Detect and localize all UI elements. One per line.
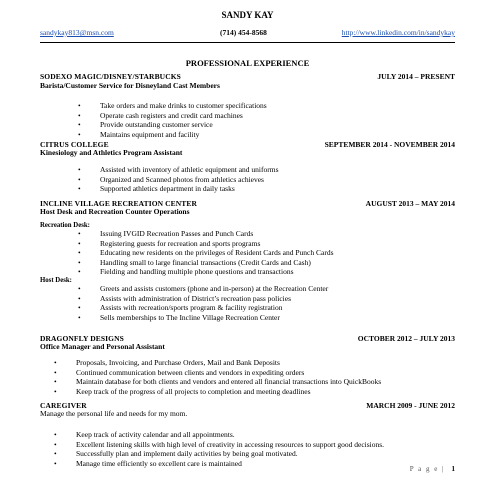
group-label: Host Desk: [40, 276, 72, 284]
list-item: • Operate cash registers and credit card machines [78, 110, 243, 120]
job-employer: CAREGIVER [40, 401, 87, 410]
bullet-icon: • [54, 449, 57, 459]
list-item: • Educating new residents on the privileges of Resident Cards and Punch Cards [78, 248, 334, 258]
list-item: • Sells memberships to The Incline Village Recreation Center [78, 312, 280, 322]
list-item: • Provide outstanding customer service [78, 120, 213, 130]
bullet-icon: • [78, 174, 81, 184]
bullet-icon: • [54, 386, 57, 396]
bullet-icon: • [78, 283, 81, 293]
list-item: • Organized and Scanned photos from athletics achieves [78, 174, 264, 184]
page-number: 1 [451, 465, 455, 473]
list-item: • Assists with recreation/sports program & facility registration [78, 303, 283, 313]
job-bullets [54, 358, 455, 396]
job-employer: INCLINE VILLAGE RECREATION CENTER [40, 199, 198, 208]
bullet-icon: • [54, 439, 57, 449]
list-item: • Fielding and handling multiple phone questions and transactions [78, 267, 294, 277]
job-role: Barista/Customer Service for Disneyland Cast Members [40, 81, 220, 90]
list-item: • Keep track of activity calendar and all appointments. [54, 430, 235, 439]
list-item: • Keep track of the progress of all projects to completion and meeting deadlines [54, 386, 311, 396]
job-dates: MARCH 2009 - JUNE 2012 [366, 401, 455, 410]
bullet-icon: • [78, 184, 81, 194]
phone-number: (714) 454-8568 [220, 28, 267, 37]
job-bullets [78, 229, 455, 277]
list-item: • Maintain database for both clients and vendors and entered all financial transactions into QuickBooks [54, 377, 382, 387]
list-item: • Issuing IVGID Recreation Passes and Punch Cards [78, 229, 254, 238]
bullet-icon: • [78, 257, 81, 267]
job-role: Host Desk and Recreation Counter Operations [40, 207, 190, 216]
bullet-icon: • [78, 303, 81, 313]
list-item: • Successfully plan and implement daily activities by being goal motivated. [54, 449, 298, 459]
linkedin-link[interactable]: http://www.linkedin.com/in/sandykay [341, 28, 455, 37]
job-bullets [54, 430, 455, 468]
bullet-icon: • [78, 101, 81, 110]
bullet-icon: • [54, 377, 57, 387]
bullet-icon: • [78, 120, 81, 130]
bullet-icon: • [78, 293, 81, 303]
email-link[interactable]: sandykay813@msn.com [40, 28, 114, 37]
job-entry [40, 199, 455, 322]
job-entry [40, 401, 455, 468]
bullet-icon: • [54, 367, 57, 377]
list-item: • Take orders and make drinks to customer specifications [78, 101, 267, 110]
job-dates: SEPTEMBER 2014 - NOVEMBER 2014 [324, 140, 455, 149]
header-divider [40, 42, 455, 43]
job-employer: CITRUS COLLEGE [40, 140, 109, 149]
job-entry [40, 72, 455, 139]
job-entry [40, 140, 455, 194]
bullet-icon: • [54, 430, 57, 439]
list-item: • Proposals, Invoicing, and Purchase Orders, Mail and Bank Deposits [54, 358, 280, 367]
section-title: PROFESSIONAL EXPERIENCE [185, 58, 310, 68]
bullet-icon: • [54, 458, 57, 468]
job-dates: JULY 2014 – PRESENT [377, 72, 455, 81]
job-dates: OCTOBER 2012 – JULY 2013 [357, 334, 455, 343]
list-item: • Manage time efficiently so excellent care is maintained [54, 458, 242, 468]
bullet-icon: • [78, 129, 81, 139]
bullet-icon: • [78, 229, 81, 238]
bullet-icon: • [78, 110, 81, 120]
job-role: Kinesiology and Athletics Program Assistant [40, 148, 183, 157]
job-entry [40, 334, 455, 396]
job-dates: AUGUST 2013 – MAY 2014 [365, 199, 455, 208]
list-item: • Registering guests for recreation and sports programs [78, 238, 261, 248]
page-label: P a g e | [409, 465, 445, 473]
list-item: • Continued communication between clients and vendors in expediting orders [54, 367, 305, 377]
job-bullets [78, 165, 455, 194]
list-item: • Greets and assists customers (phone and in-person) at the Recreation Center [78, 283, 329, 293]
job-role: Office Manager and Personal Assistant [40, 342, 165, 351]
bullet-icon: • [78, 248, 81, 258]
job-employer: DRAGONFLY DESIGNS [40, 334, 124, 343]
job-description: Manage the personal life and needs for my mom. [40, 409, 188, 418]
bullet-icon: • [78, 312, 81, 322]
list-item: • Handling small to large financial transactions (Credit Cards and Cash) [78, 257, 311, 267]
bullet-icon: • [54, 358, 57, 367]
bullet-icon: • [78, 165, 81, 174]
candidate-name: SANDY KAY [221, 10, 274, 20]
list-item: • Assisted with inventory of athletic equipment and uniforms [78, 165, 279, 174]
job-bullets [78, 283, 455, 322]
job-employer: SODEXO MAGIC/DISNEY/STARBUCKS [40, 72, 181, 81]
list-item: • Excellent listening skills with high level of creativity in accessing resources to support good decisions. [54, 439, 385, 449]
bullet-icon: • [78, 267, 81, 277]
list-item: • Supported athletics department in daily tasks [78, 184, 235, 194]
group-label: Recreation Desk: [40, 222, 90, 229]
list-item: • Assists with administration of District’s recreation pass policies [78, 293, 292, 303]
job-bullets [78, 101, 455, 139]
bullet-icon: • [78, 238, 81, 248]
list-item: • Maintains equipment and facility [78, 129, 200, 139]
